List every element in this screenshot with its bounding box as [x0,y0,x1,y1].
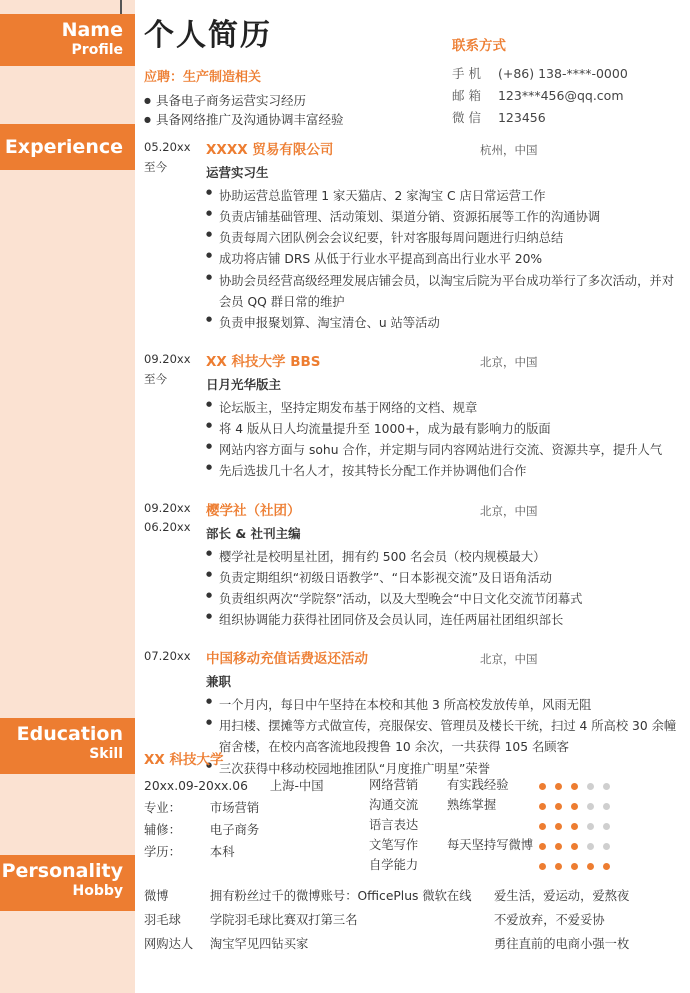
section-band-education [0,718,135,774]
section-band-personality [0,855,135,911]
experience-item [144,350,680,483]
skill-row [369,776,680,796]
skill-dot [571,823,578,830]
education-key: 学历： [144,844,181,859]
skill-dot [587,843,594,850]
hobby-list [144,885,494,957]
education-row-major [144,798,369,820]
hobby-value: 学院羽毛球比赛双打第三名 [209,912,358,927]
experience-location: 北京，中国 [480,503,538,518]
experience-dates [144,499,206,632]
skill-dot [603,803,610,810]
hobby-row [144,909,494,933]
skill-row [369,836,680,856]
skill-dot [539,803,546,810]
experience-point: ● 成功将店铺 DRS 从低于行业水平提高到高出行业水平 20% [206,249,680,270]
hobby-key: 羽毛球 [144,912,181,927]
experience-point: ● 论坛版主，坚持定期发布基于网络的文档、规章 [206,398,680,419]
contact-value: 123456 [497,109,546,125]
skill-dot [555,783,562,790]
skill-dot [603,823,610,830]
date-start: 09.20xx [144,351,191,366]
skill-dot [555,823,562,830]
experience-point: ● 网站内容方面与 sohu 合作，并定期与同内容网站进行交流、资源共享，提升人气 [206,440,680,461]
hobby-value: 淘宝罕见四钻买家 [209,936,309,951]
skill-dot [603,843,610,850]
contact-block [452,34,682,129]
skill-rating [539,863,610,870]
experience-item [144,499,680,632]
skill-name: 网络营销 [369,778,419,793]
experience-point: ● 先后选拔几十名人才，按其特长分配工作并协调他们合作 [206,461,680,482]
section-band-experience [0,124,135,170]
skill-dot [555,803,562,810]
experience-org: 中国移动充值话费返还活动 [206,651,368,668]
hobby-row [144,933,494,957]
summary-bullet: ● 具备网络推广及沟通协调丰富经验 [144,110,678,129]
education-city: 上海-中国 [269,779,324,793]
education-key: 专业： [144,800,181,815]
skill-row [369,796,680,816]
education-value: 市场营销 [209,800,260,815]
contact-value: (+86) 138-****-0000 [497,66,628,81]
skill-dot [571,803,578,810]
skill-dot [571,843,578,850]
skill-desc: 有实践经验 [447,778,509,793]
experience-point: ● 协助会员经营高级经理发展店铺会员，以淘宝后院为平台成功举行了多次活动，并对会员 QQ 群日常的维护 [206,271,680,313]
experience-point: ● 三次获得中移动校园地推团队“月度推广明星”荣誉 [206,759,680,780]
contact-title: 联系方式 [452,38,506,54]
education-section [144,748,680,876]
education-key: 辅修： [144,822,181,837]
experience-label: Experience [4,135,123,158]
education-value: 电子商务 [209,822,260,837]
experience-role: 兼职 [206,674,232,690]
experience-location: 北京，中国 [480,652,538,667]
contact-row-phone [452,63,682,85]
skill-dot [539,863,546,870]
trait-item: 不爱放弃，不爱妥协 [494,912,605,927]
date-start: 09.20xx [144,500,191,515]
experience-point: ● 协助运营总监管理 1 家天猫店、2 家淘宝 C 店日常运营工作 [206,186,680,207]
education-row-minor [144,820,369,842]
personality-section [144,885,680,957]
experience-location: 北京，中国 [480,354,538,369]
page-title: 个人简历 [144,18,272,53]
skill-dot [603,783,610,790]
skill-rating [539,843,610,850]
education-period-row [144,776,369,798]
experience-point: ● 将 4 版从日人均流量提升至 1000+，成为最有影响力的版面 [206,419,680,440]
skill-dot [539,843,546,850]
skill-dot [603,863,610,870]
skill-rating [539,783,610,790]
skills-list [369,776,680,876]
skill-rating [539,803,610,810]
skill-dot [587,783,594,790]
skill-name: 语言表达 [369,818,419,833]
experience-point: ● 一个月内，每日中午坚持在本校和其他 3 所高校发放传单，风雨无阻 [206,695,680,716]
experience-point: ● 樱学社是校明星社团，拥有约 500 名会员（校内规模最大） [206,547,680,568]
experience-dates [144,350,206,483]
skill-dot [587,863,594,870]
experience-org: XXXX 贸易有限公司 [206,142,334,158]
contact-key: 邮 箱 [452,87,481,103]
experience-org: XX 科技大学 BBS [206,353,321,370]
skill-dot [539,783,546,790]
skill-rating [539,823,610,830]
skill-name: 自学能力 [369,858,419,873]
hobby-row [144,885,494,909]
contact-row-wechat [452,107,682,129]
education-school: XX 科技大学 [144,752,224,768]
experience-section [144,138,680,796]
skill-dot [555,843,562,850]
experience-role: 部长 & 社刊主编 [206,525,301,541]
experience-point: ● 负责每周六团队例会会议纪要，针对客服每周问题进行归纳总结 [206,228,680,249]
education-details [144,776,369,876]
trait-item: 爱生活，爱运动，爱熬夜 [494,889,630,903]
hobby-key: 微博 [144,889,169,903]
section-band-profile [0,14,135,66]
experience-point: ● 负责店铺基础管理、活动策划、渠道分销、资源拓展等工作的沟通协调 [206,207,680,228]
experience-points [206,186,680,334]
skill-dot [539,823,546,830]
apply-position: 应聘：生产制造相关 [144,70,262,85]
experience-dates [144,138,206,334]
skill-dot [587,803,594,810]
education-period: 20xx.09-20xx.06 [144,779,248,793]
skill-name: 沟通交流 [369,798,419,813]
experience-point: ● 负责定期组织“初级日语教学”、“日本影视交流”及日语角活动 [206,568,680,589]
skill-desc: 每天坚持写微博 [447,838,534,853]
education-label: Education [16,723,123,745]
hobby-value: 拥有粉丝过千的微博账号：OfficePlus 微软在线 [209,889,472,903]
skill-dot [555,863,562,870]
skill-name: 文笔写作 [369,838,419,853]
education-row-degree [144,842,369,864]
experience-item [144,138,680,334]
skill-dot [571,863,578,870]
experience-point: ● 负责申报聚划算、淘宝清仓、u 站等活动 [206,313,680,334]
experience-points [206,547,680,632]
experience-org: 樱学社（社团） [206,502,301,519]
experience-role: 运营实习生 [206,165,269,180]
experience-point: ● 负责组织两次“学院祭”活动，以及大型晚会“中日文化交流节闭幕式 [206,589,680,610]
education-value: 本科 [209,844,235,859]
experience-point: ● 组织协调能力获得社团同侪及会员认同，连任两届社团组织部长 [206,610,680,631]
hobby-key: 网购达人 [144,936,194,951]
experience-points [206,398,680,483]
traits-list [494,885,680,957]
date-end: 至今 [144,159,167,174]
skill-dot [571,783,578,790]
date-end: 至今 [144,371,167,386]
experience-role: 日月光华版主 [206,376,282,392]
skill-label: Skill [89,745,123,762]
date-end: 06.20xx [144,520,191,535]
personality-label: Personality [1,860,123,882]
hobby-label: Hobby [72,882,123,899]
contact-key: 手 机 [452,66,481,81]
contact-row-email [452,85,682,107]
profile-name-label: Name [61,19,123,41]
date-start: 07.20xx [144,649,191,664]
skill-row [369,856,680,876]
profile-en-label: Profile [71,41,123,58]
contact-value: 123***456@qq.com [497,87,624,103]
contact-key: 微 信 [452,109,481,125]
skill-row [369,816,680,836]
experience-point: ● 用扫楼、摆摊等方式做宣传，亮服保安、管理员及楼长干统，扫过 4 所高校 30 余幢宿舍楼，在校内高客流地段搜鲁 10 余次，一共获得 105 名顾客 [206,716,680,758]
skill-desc: 熟练掌握 [447,798,497,813]
summary-bullet: ● 具备电子商务运营实习经历 [144,91,678,110]
date-start: 05.20xx [144,140,191,154]
trait-item: 勇往直前的电商小强一枚 [494,936,630,951]
experience-location: 杭州，中国 [480,143,538,157]
skill-dot [587,823,594,830]
